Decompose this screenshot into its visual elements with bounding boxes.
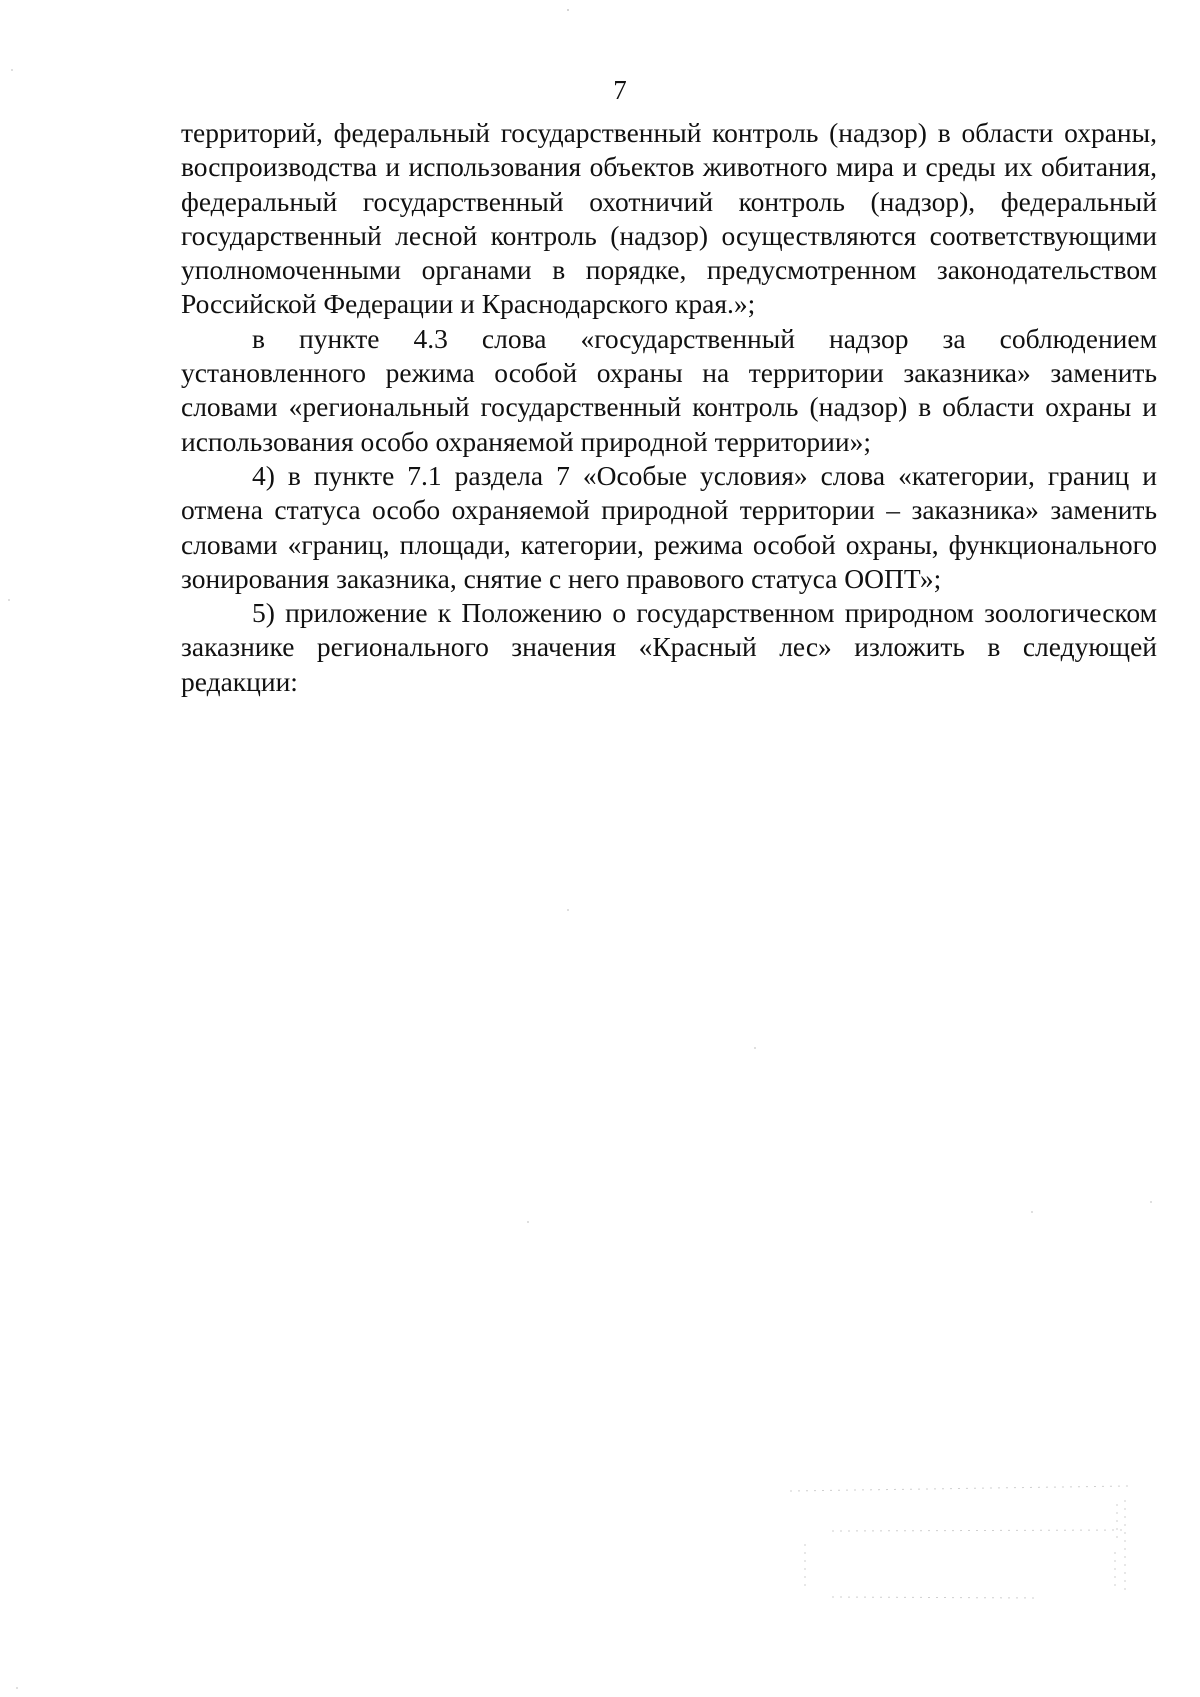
paragraph-item-4-3: в пункте 4.3 слова «государственный надзор за соблюдением установленного режима особой охраны на территории заказника» заменить словами «региональный государственный контроль (надзор) в области охраны и использования особо охраняемой природной территории»;: [181, 322, 1157, 457]
paragraph-item-4: 4) в пункте 7.1 раздела 7 «Особые условия» слова «категории, границ и отмена статуса особо охраняемой природной территории – заказника» заменить словами «границ, площади, категории, режима особой охраны, функционального зонирования заказника, снятие с него правового статуса ООПТ»;: [181, 459, 1157, 594]
paragraph-continuation: территорий, федеральный государственный контроль (надзор) в области охраны, воспроизводства и использования объектов животного мира и среды их обитания, федеральный государственный охотничий контроль (надзор), федеральный государственный лесной контроль (надзор) осуществляются соответствующими уполномоченными органами в порядке, предусмотренном законодательством Российской Федерации и Краснодарского края.»;: [181, 117, 1157, 320]
paragraph-item-5: 5) приложение к Положению о государственном природном зоологическом заказнике регионального значения «Красный лес» изложить в следующей редакции:: [181, 597, 1157, 697]
page-number: 7: [613, 75, 627, 105]
document-body: [181, 116, 1157, 699]
